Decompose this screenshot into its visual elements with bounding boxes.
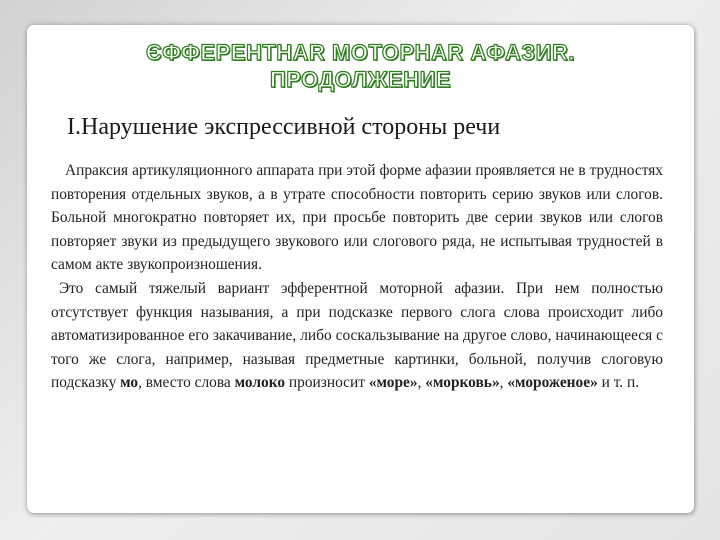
paragraph-2-text-2: , вместо слова (138, 374, 235, 392)
paragraph-2-text-3: произносит (285, 374, 369, 392)
paragraph-2-text-6: и т. п. (597, 374, 640, 392)
section-heading: I.Нарушение экспрессивной стороны речи (67, 114, 501, 140)
substitute-word-2: «морковь» (425, 374, 500, 392)
slide-title (27, 39, 694, 93)
paragraph-2-text-4: , (417, 374, 426, 392)
slide-card (27, 25, 694, 513)
paragraph-2-text-5: , (499, 374, 508, 392)
target-word: молоко (234, 374, 286, 392)
body-text (51, 159, 663, 395)
substitute-word-3: «мороженое» (507, 374, 598, 392)
paragraph-2 (51, 277, 663, 395)
paragraph-2-text-1: Это самый тяжелый вариант эфферентной моторной афазии. При нем полностью отсутствует функция называния, а при подсказке первого слога слова происходит либо автоматизированное его закачивание, либо соскальзывание на другое слово, начинающееся с того же слога, например, называя предметные картинки, больной, получив слоговую подсказку (51, 279, 663, 392)
paragraph-1: Апраксия артикуляционного аппарата при этой форме афазии проявляется не в трудностях повторения отдельных звуков, а в утрате способности повторить серию звуков или слогов. Больной многократно повторяет их, при просьбе повторить две серии звуков или слогов повторяет звуки из предыдущего звукового или слогового ряда, не испытывая трудностей в самом акте звукопроизношения. (51, 162, 663, 274)
slide-title-line-2: ПРОДОЛЖЕНИЕ (269, 67, 452, 92)
slide-title-line-1: ЄФФЕРЕНТНАR МОТОРНАR АФАЗИR. (146, 40, 575, 65)
syllable-hint: мо (120, 374, 139, 392)
substitute-word-1: «море» (368, 374, 418, 392)
